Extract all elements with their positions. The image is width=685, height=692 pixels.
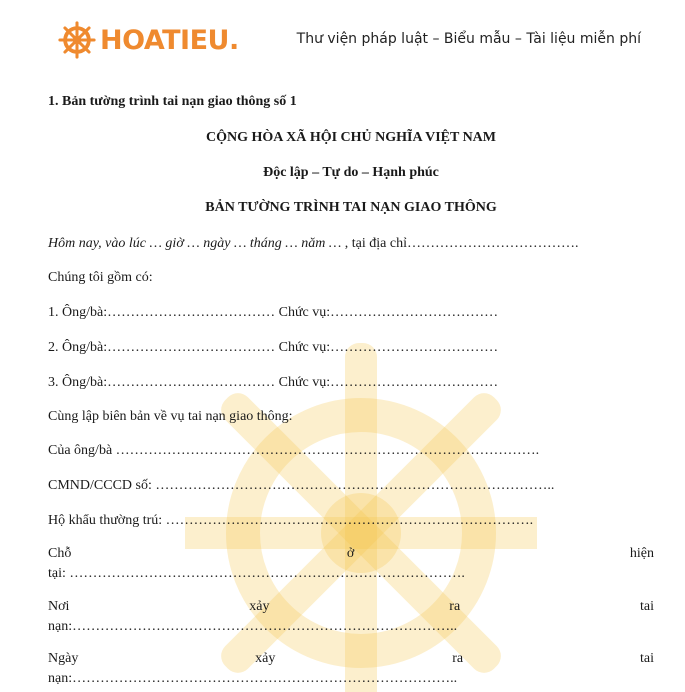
ship-wheel-icon <box>58 21 96 59</box>
word: tai <box>640 599 654 614</box>
word: xảy <box>255 651 276 666</box>
intro-line <box>48 236 654 252</box>
national-title: CỘNG HÒA XÃ HỘI CHỦ NGHĨA VIỆT NAM <box>205 130 496 145</box>
current-address-words <box>48 546 654 562</box>
motto: Độc lập – Tự do – Hạnh phúc <box>263 165 439 180</box>
word: Chỗ <box>48 546 72 561</box>
of-person-line: Của ông/bà ………………………………………………………………………………. <box>48 443 540 458</box>
logo-text: HOATIEU. <box>100 24 239 56</box>
member-line-3: 3. Ông/bà:……………………………… Chức vụ:……………………………… <box>48 375 499 390</box>
word: ra <box>449 599 461 614</box>
intro-italic: Hôm nay, vào lúc … giờ … ngày … tháng … năm … <box>48 236 345 251</box>
members-label: Chúng tôi gồm có: <box>48 270 153 285</box>
residence-line: Hộ khẩu thường trú: ……………………………………………………………………. <box>48 513 534 528</box>
accident-date-words <box>48 651 654 667</box>
current-address-continuation: tại: …………………………………………………………………………. <box>48 566 465 581</box>
header-tagline: Thư viện pháp luật – Biểu mẫu – Tài liệu miễn phí <box>296 31 641 47</box>
id-number-line: CMND/CCCD số: ………………………………………………………………………….. <box>48 478 555 493</box>
document-title: BẢN TƯỜNG TRÌNH TAI NẠN GIAO THÔNG <box>205 200 497 215</box>
word: Nơi <box>48 599 70 614</box>
member-line-2: 2. Ông/bà:……………………………… Chức vụ:……………………………… <box>48 340 499 355</box>
section-title: 1. Bản tường trình tai nạn giao thông số 1 <box>48 94 297 109</box>
word: hiện <box>629 546 654 561</box>
intro-address: , tại địa chỉ………………………………. <box>344 236 579 251</box>
joint-label: Cùng lập biên bản về vụ tai nạn giao thông: <box>48 409 293 424</box>
word: tai <box>639 651 654 666</box>
accident-place-continuation: nạn:……………………………………………………………………….. <box>48 619 458 634</box>
word: xảy <box>249 599 270 614</box>
page-header <box>0 0 685 90</box>
word: ra <box>452 651 464 666</box>
word: Ngày <box>48 651 79 666</box>
hoatieu-logo[interactable] <box>58 18 239 62</box>
accident-date-continuation: nạn:……………………………………………………………………….. <box>48 671 458 686</box>
word: ở <box>346 546 355 561</box>
accident-place-words <box>48 599 654 615</box>
member-line-1: 1. Ông/bà:……………………………… Chức vụ:……………………………… <box>48 305 499 320</box>
